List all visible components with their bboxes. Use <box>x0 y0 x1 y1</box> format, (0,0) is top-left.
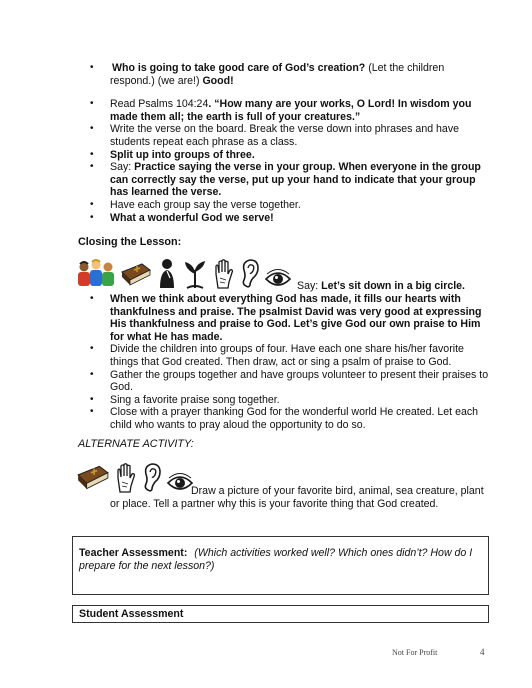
student-assessment-box[interactable] <box>72 605 489 623</box>
closing-say-line <box>297 280 465 292</box>
hand-icon <box>212 258 236 290</box>
list-item-text: Read Psalms 104:24 <box>110 98 209 111</box>
children-group-icon <box>76 258 116 290</box>
student-assessment-label: Student Assessment <box>79 608 184 620</box>
praying-child-icon <box>156 258 178 290</box>
list-item-bold: . “How many are your works, O Lord! In wisdom you made them all; the earth is full of your creatures.” <box>110 98 472 123</box>
list-item: • Sing a favorite praise song together. <box>90 393 280 406</box>
list-item: • Gather the groups together and have groups volunteer to present their praises to God. <box>90 368 489 394</box>
list-item-text: Gather the groups together and have groups volunteer to present their praises to God. <box>110 368 489 394</box>
eye-icon <box>166 472 194 494</box>
list-item: • What a wonderful God we serve! <box>90 211 274 224</box>
list-item-text: Sing a favorite praise song together. <box>110 393 280 406</box>
alternate-line-1: Draw a picture of your favorite bird, animal, sea creature, plant <box>191 485 484 497</box>
ear-icon <box>240 258 260 290</box>
hand-icon <box>114 462 138 494</box>
teacher-assessment-box[interactable] <box>72 536 489 595</box>
list-item-text: Have each group say the verse together. <box>110 198 301 211</box>
list-item-text: Write the verse on the board. Break the verse down into phrases and have students repeat each phrase as a class. <box>110 123 460 148</box>
list-item: • Have each group say the verse together. <box>90 198 301 211</box>
list-item-bold: When we think about everything God has made, it fills our hearts with thankfulness and praise. The psalmist David was very good at expressing His thankfulness and praise to God. Let’s give God our own praise to Him for what He has made. <box>110 293 482 343</box>
list-item: • Say: Practice saying the verse in your group. When everyone in the group can correctly say the verse, put up your hand to indicate that your group has learned the verse. <box>90 161 481 199</box>
list-item: • Divide the children into groups of four. Have each one share his/her favorite things that God created. Then draw, act or sing a psalm of praise to God. <box>90 343 464 368</box>
teacher-assessment-label: Teacher Assessment: <box>79 547 188 559</box>
footer-text: Not For Profit <box>392 648 438 657</box>
say-label: Say: <box>297 280 322 292</box>
ear-icon <box>142 462 162 494</box>
list-item: • Close with a prayer thanking God for the wonderful world He created. Let each child who wants to pray aloud the opportunity to do so. <box>90 406 479 431</box>
list-item-bold: Who is going to take good care of God’s creation? <box>112 62 366 74</box>
plant-sprout-icon <box>182 258 208 290</box>
list-item: • Read Psalms 104:24. “How many are your works, O Lord! In wisdom you made them all; the earth is full of your creatures.” <box>90 98 472 123</box>
closing-title: Closing the Lesson: <box>78 236 182 248</box>
list-item-bold: Good! <box>202 74 234 87</box>
alternate-activity-text-2 <box>110 498 500 511</box>
bible-book-icon <box>76 460 110 494</box>
eye-icon <box>264 268 292 290</box>
lesson-steps-list <box>90 62 490 224</box>
list-item: • Split up into groups of three. <box>90 148 255 161</box>
list-item-bold: Split up into groups of three. <box>110 148 255 161</box>
say-bold: Let’s sit down in a big circle. <box>321 280 465 292</box>
list-item-text: Divide the children into groups of four. Have each one share his/her favorite things that God created. Then draw, act or sing a psalm of praise to God. <box>110 343 464 368</box>
bible-book-icon <box>120 258 152 290</box>
closing-steps-list <box>90 293 490 432</box>
list-item-bold: What a wonderful God we serve! <box>110 211 274 224</box>
alternate-activity-text <box>191 485 491 498</box>
alternate-icon-row <box>76 460 194 494</box>
list-item: • Write the verse on the board. Break the verse down into phrases and have students repeat each phrase as a class. <box>90 123 460 148</box>
list-item: • Who is going to take good care of God’s creation? (Let the children respond.) (we are!) Good! <box>90 62 445 87</box>
alternate-activity-title: ALTERNATE ACTIVITY: <box>78 438 194 450</box>
page-number: 4 <box>480 647 485 657</box>
list-item-text: Close with a prayer thanking God for the wonderful world He created. Let each child who wants to pray aloud the opportunity to do so. <box>110 406 479 431</box>
closing-icon-row <box>76 258 292 290</box>
teacher-assessment-prompt: (Which activities worked well? Which ones didn’t? How do I prepare for the next lesson?) <box>79 547 473 572</box>
list-item-text: (Let the children respond.) (we are!) <box>110 62 445 87</box>
list-item: • When we think about everything God has made, it fills our hearts with thankfulness and praise. The psalmist David was very good at expressing His thankfulness and praise to God. Let’s give God our own praise to Him for what He has made. <box>90 293 482 343</box>
alternate-line-2: or place. Tell a partner why this is your favorite thing that God created. <box>110 498 439 510</box>
list-item-bold: Practice saying the verse in your group. When everyone in the group can correctly say the verse, put up your hand to indicate that your group has learned the verse. <box>110 161 481 199</box>
list-item-text: Say: <box>110 161 135 174</box>
